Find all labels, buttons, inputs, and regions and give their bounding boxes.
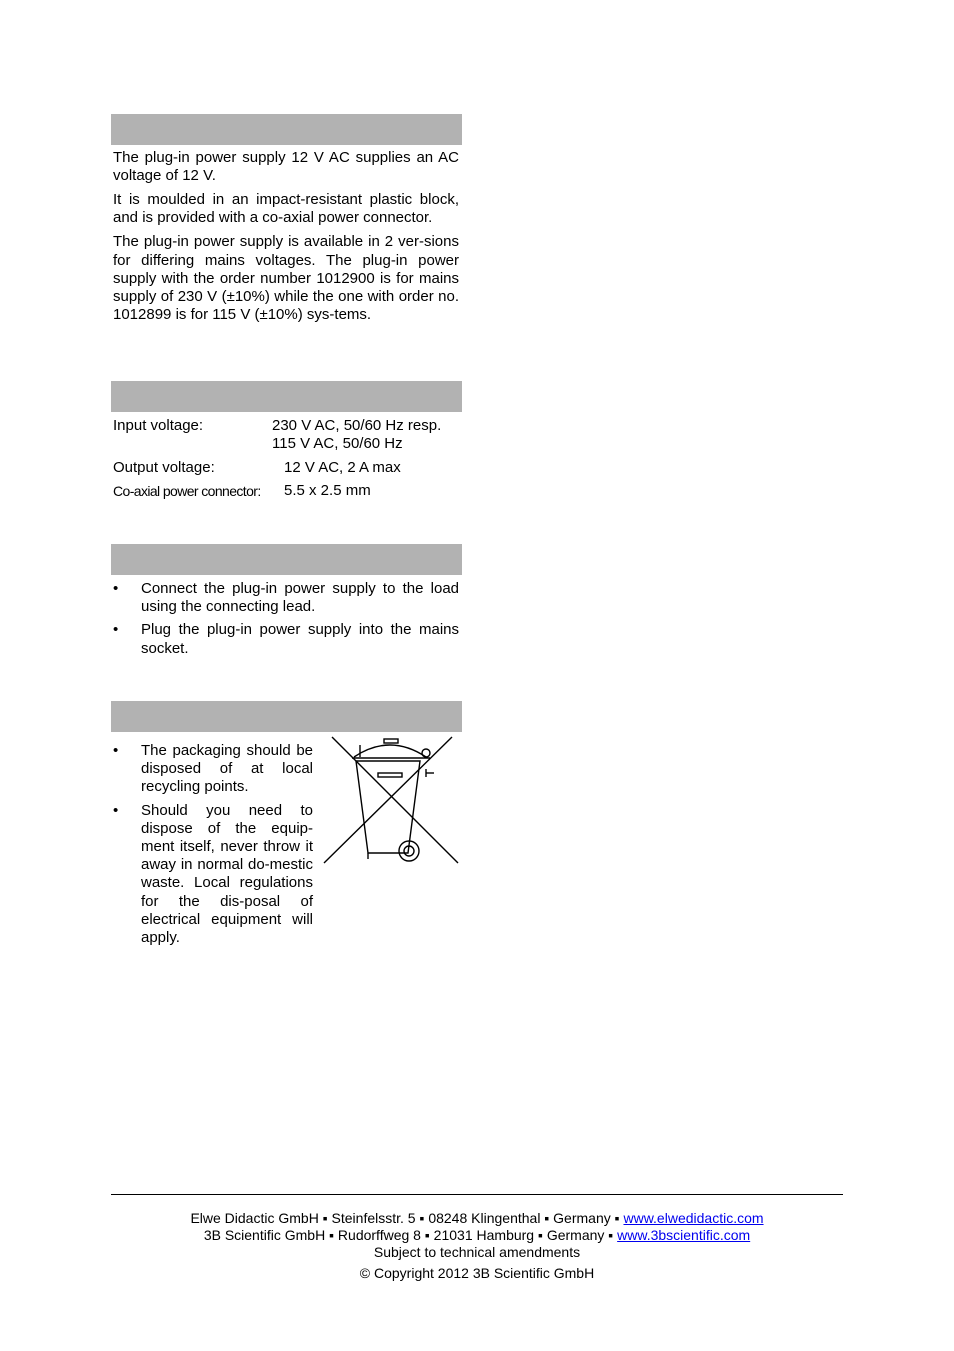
footer-line-1	[0, 1210, 954, 1227]
footer-divider	[111, 1194, 843, 1195]
footer-line-2	[0, 1227, 954, 1244]
section-header-bar-technical-data	[111, 381, 462, 412]
description-text	[113, 149, 459, 330]
footer-address-3b: 3B Scientific GmbH ▪ Rudorffweg 8 ▪ 21031 Hamburg ▪ Germany ▪	[203, 1227, 618, 1243]
connector-label: Co-axial power connector:	[113, 483, 261, 499]
list-item	[113, 802, 313, 948]
input-voltage-value-1: 230 V AC, 50/60 Hz resp.	[272, 417, 442, 434]
bullet: •	[113, 621, 119, 639]
operation-text	[113, 580, 459, 663]
section-header-bar-disposal	[111, 701, 462, 732]
connector-value: 5.5 x 2.5 mm	[284, 482, 371, 499]
output-voltage-label: Output voltage:	[113, 459, 215, 476]
disposal-bullet-2: Should you need to dispose of the equip-ment itself, never throw it away in normal do-mestic waste. Local regulations for the dis-posal of electrical equipment will apply.	[141, 801, 313, 947]
description-paragraph-1: The plug-in power supply 12 V AC supplies an AC voltage of 12 V.	[113, 149, 459, 185]
3bscientific-link[interactable]: www.3bscientific.com	[617, 1227, 751, 1243]
technical-data	[113, 417, 461, 507]
disposal-text	[113, 742, 313, 952]
footer-copyright: © Copyright 2012 3B Scientific GmbH	[359, 1265, 595, 1281]
footer-address-elwe: Elwe Didactic GmbH ▪ Steinfelsstr. 5 ▪ 08248 Klingenthal ▪ Germany ▪	[190, 1210, 624, 1226]
bullet: •	[113, 801, 119, 819]
description-paragraph-3: The plug-in power supply is available in 2 ver-sions for differing mains voltages. The plug-in power supply with the order number 1012900 is for mains supply of 230 V (±10%) while the one with order no. 1012899 is for 115 V (±10%) sys-tems.	[113, 233, 459, 324]
input-voltage-value-2: 115 V AC, 50/60 Hz	[272, 435, 403, 452]
crossed-out-wheelie-bin-icon	[322, 735, 460, 867]
operation-bullet-1: Connect the plug-in power supply to the load using the connecting lead.	[141, 580, 459, 616]
bullet: •	[113, 742, 119, 759]
operation-bullet-2: Plug the plug-in power supply into the mains socket.	[141, 621, 459, 657]
disposal-bullet-1: The packaging should be disposed of at local recycling points.	[141, 742, 313, 796]
section-header-bar-description	[111, 114, 462, 145]
elwedidactic-link[interactable]: www.elwedidactic.com	[623, 1210, 764, 1226]
list-item	[113, 742, 313, 797]
bullet: •	[113, 580, 119, 597]
description-paragraph-2: It is moulded in an impact-resistant plastic block, and is provided with a co-axial power connector.	[113, 191, 459, 227]
output-voltage-value: 12 V AC, 2 A max	[284, 459, 401, 476]
list-item	[113, 580, 459, 616]
section-header-bar-operation	[111, 544, 462, 575]
input-voltage-label: Input voltage:	[113, 417, 204, 434]
list-item	[113, 621, 459, 657]
footer-amendments: Subject to technical amendments	[373, 1244, 581, 1260]
